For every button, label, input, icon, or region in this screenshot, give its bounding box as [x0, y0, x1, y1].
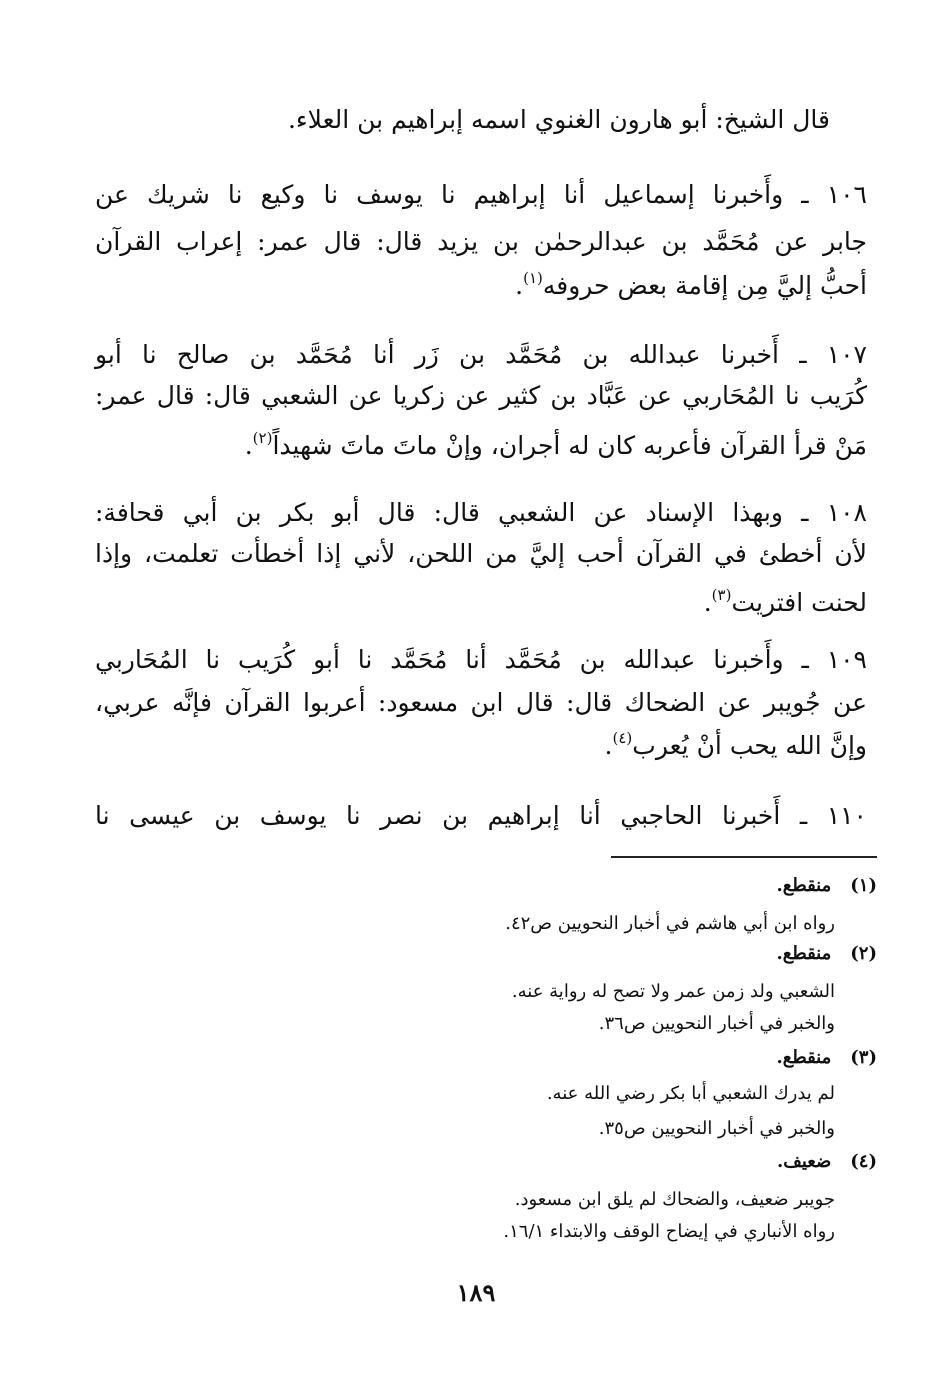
period: . [515, 271, 524, 300]
footnote-number: (٤) [850, 1151, 877, 1172]
footnote-separator [611, 856, 877, 858]
text-line: كُرَيب نا المُحَاربي عن عَبَّاد بن كثير عن زكريا عن الشعبي قال: قال عمر: [95, 381, 867, 410]
text-line [95, 418, 867, 466]
footnote-ref: (١) [523, 269, 543, 287]
footnote-verdict: منقطع. [776, 1047, 832, 1068]
text-line: ١٠٦ ـ وأَخبرنا إسماعيل أنا إبراهيم نا يوسف نا وكيع نا شريك عن [95, 180, 867, 209]
text-line: ١٠٧ ـ أَخبرنا عبدالله بن مُحَمَّد بن زَر أنا مُحَمَّد بن صالح نا أبو [95, 340, 867, 369]
line-text: أحبُّ إليَّ مِن إقامة بعض حروفه [542, 271, 867, 300]
line-text: وإنَّ الله يحب أنْ يُعرب [632, 731, 867, 760]
text-line: ١٠٨ ـ وبهذا الإسناد عن الشعبي قال: قال أبو بكر بن أبي قحافة: [95, 498, 867, 527]
footnote-ref: (٣) [711, 586, 732, 604]
page-number: ١٨٩ [456, 1278, 496, 1307]
period: . [244, 431, 253, 460]
footnote-number: (١) [850, 875, 877, 896]
line-text: لحنت افتريت [731, 588, 867, 617]
period: . [604, 731, 613, 760]
footnote-heading [776, 940, 877, 968]
text-line [95, 258, 867, 306]
footnote-heading [776, 1044, 877, 1072]
footnote-line: والخبر في أخبار النحويين ص٣٦. [598, 1013, 835, 1034]
footnote-heading [776, 872, 877, 900]
period: . [703, 588, 712, 617]
footnote-heading [777, 1148, 877, 1176]
footnote-line: جويبر ضعيف، والضحاك لم يلق ابن مسعود. [514, 1189, 835, 1210]
footnote-number: (٢) [850, 943, 877, 964]
text-line: جابر عن مُحَمَّد بن عبدالرحمٰن بن يزيد قال: قال عمر: إعراب القرآن [95, 227, 867, 256]
footnote-line: والخبر في أخبار النحويين ص٣٥. [598, 1118, 835, 1139]
text-line [95, 718, 867, 766]
footnote-line: لم يدرك الشعبي أبا بكر رضي الله عنه. [546, 1083, 835, 1104]
footnote-verdict: ضعيف. [776, 1151, 832, 1172]
text-line: عن جُويبر عن الضحاك قال: قال ابن مسعود: أعربوا القرآن فإنَّه عربي، [95, 688, 867, 717]
footnote-verdict: منقطع. [776, 943, 832, 964]
text-line: ١١٠ ـ أَخبرنا الحاجبي أنا إبراهيم بن نصر نا يوسف بن عيسى نا [95, 801, 867, 830]
footnote-verdict: منقطع. [776, 875, 832, 896]
text-line: لأن أخطئ في القرآن أحب إليَّ من اللحن، لأني إذا أخطأت تعلمت، وإذا [95, 539, 867, 568]
footnote-line: رواه ابن أبي هاشم في أخبار النحويين ص٤٢. [505, 913, 835, 934]
footnote-line: الشعبي ولد زمن عمر ولا تصح له رواية عنه. [511, 981, 835, 1002]
footnote-number: (٣) [850, 1047, 877, 1068]
text-line: ١٠٩ ـ وأَخبرنا عبدالله بن مُحَمَّد أنا مُحَمَّد نا أبو كُرَيب نا المُحَاربي [95, 645, 867, 674]
text-line [95, 575, 867, 623]
text-line: قال الشيخ: أبو هارون الغنوي اسمه إبراهيم بن العلاء. [287, 105, 830, 134]
line-text: مَنْ قرأ القرآن فأعربه كان له أجران، وإنْ ماتَ ماتَ شهيداً [272, 431, 867, 460]
footnote-ref: (٤) [612, 729, 633, 747]
footnote-line: رواه الأنباري في إيضاح الوقف والابتداء ١٦/١. [503, 1221, 835, 1242]
footnote-ref: (٢) [252, 429, 273, 447]
